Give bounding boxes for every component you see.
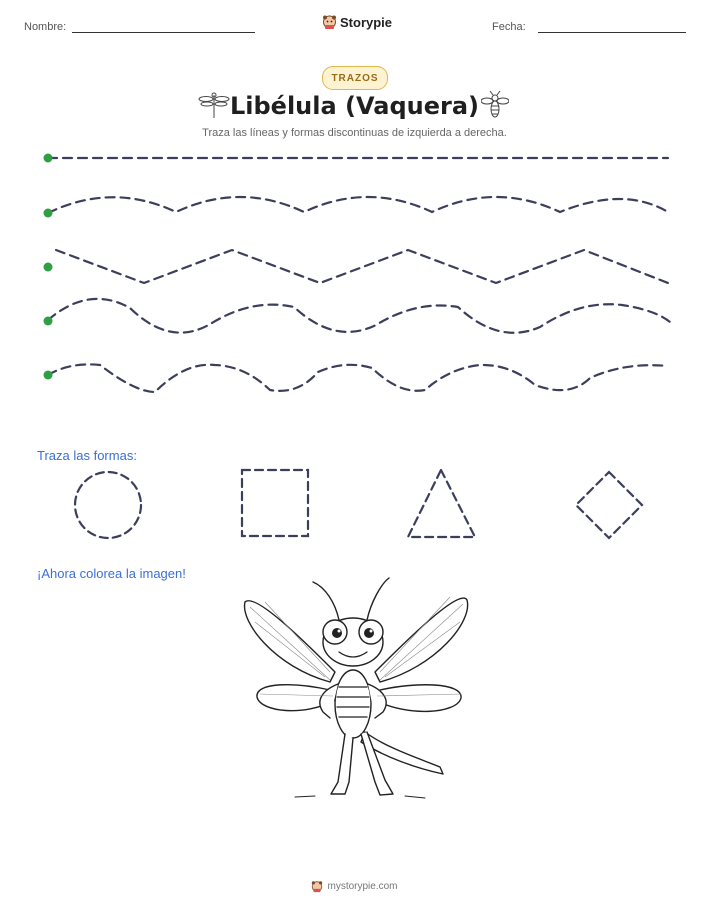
trace-shape-diamond	[576, 472, 642, 538]
storypie-logo-icon	[311, 880, 323, 893]
start-dot	[44, 317, 53, 326]
start-dot	[44, 371, 53, 380]
date-field-line[interactable]	[538, 32, 686, 33]
trace-line-zigzag	[56, 250, 668, 283]
footer	[0, 880, 709, 893]
date-label: Fecha:	[492, 21, 526, 33]
tracing-shapes	[0, 460, 709, 550]
storypie-logo-icon	[322, 14, 337, 30]
dragonfly-character-coloring	[235, 572, 475, 812]
antenna-left	[313, 582, 339, 620]
name-label: Nombre:	[24, 21, 67, 33]
trace-shape-circle	[75, 472, 141, 538]
bee-icon	[481, 90, 509, 120]
trace-line-wave	[48, 299, 670, 333]
wing-upper-right	[375, 598, 468, 682]
name-field-line[interactable]	[72, 32, 255, 33]
page-title: Libélula (Vaquera)	[229, 92, 480, 120]
trace-shape-triangle	[408, 470, 475, 537]
start-dot	[44, 154, 53, 163]
footer-site[interactable]: mystorypie.com	[327, 881, 398, 892]
instructions: Traza las líneas y formas discontinuas de izquierda a derecha.	[202, 127, 507, 139]
coloring-heading: ¡Ahora colorea la imagen!	[37, 566, 186, 581]
tracing-lines	[0, 140, 709, 400]
leg-left	[331, 734, 353, 794]
shapes-heading: Traza las formas:	[37, 448, 137, 463]
brand	[322, 14, 392, 30]
body	[335, 670, 371, 738]
wing-upper-left	[245, 601, 335, 682]
category-badge: TRAZOS	[322, 66, 388, 90]
wing-lower-right	[375, 685, 461, 712]
antenna-right	[367, 578, 389, 620]
trace-shape-square	[242, 470, 308, 536]
trace-line-gentle-wave	[48, 197, 668, 213]
trace-line-bumpy-wave	[48, 364, 668, 392]
brand-name: Storypie	[340, 14, 393, 30]
start-dot	[44, 209, 53, 218]
start-dot	[44, 263, 53, 272]
